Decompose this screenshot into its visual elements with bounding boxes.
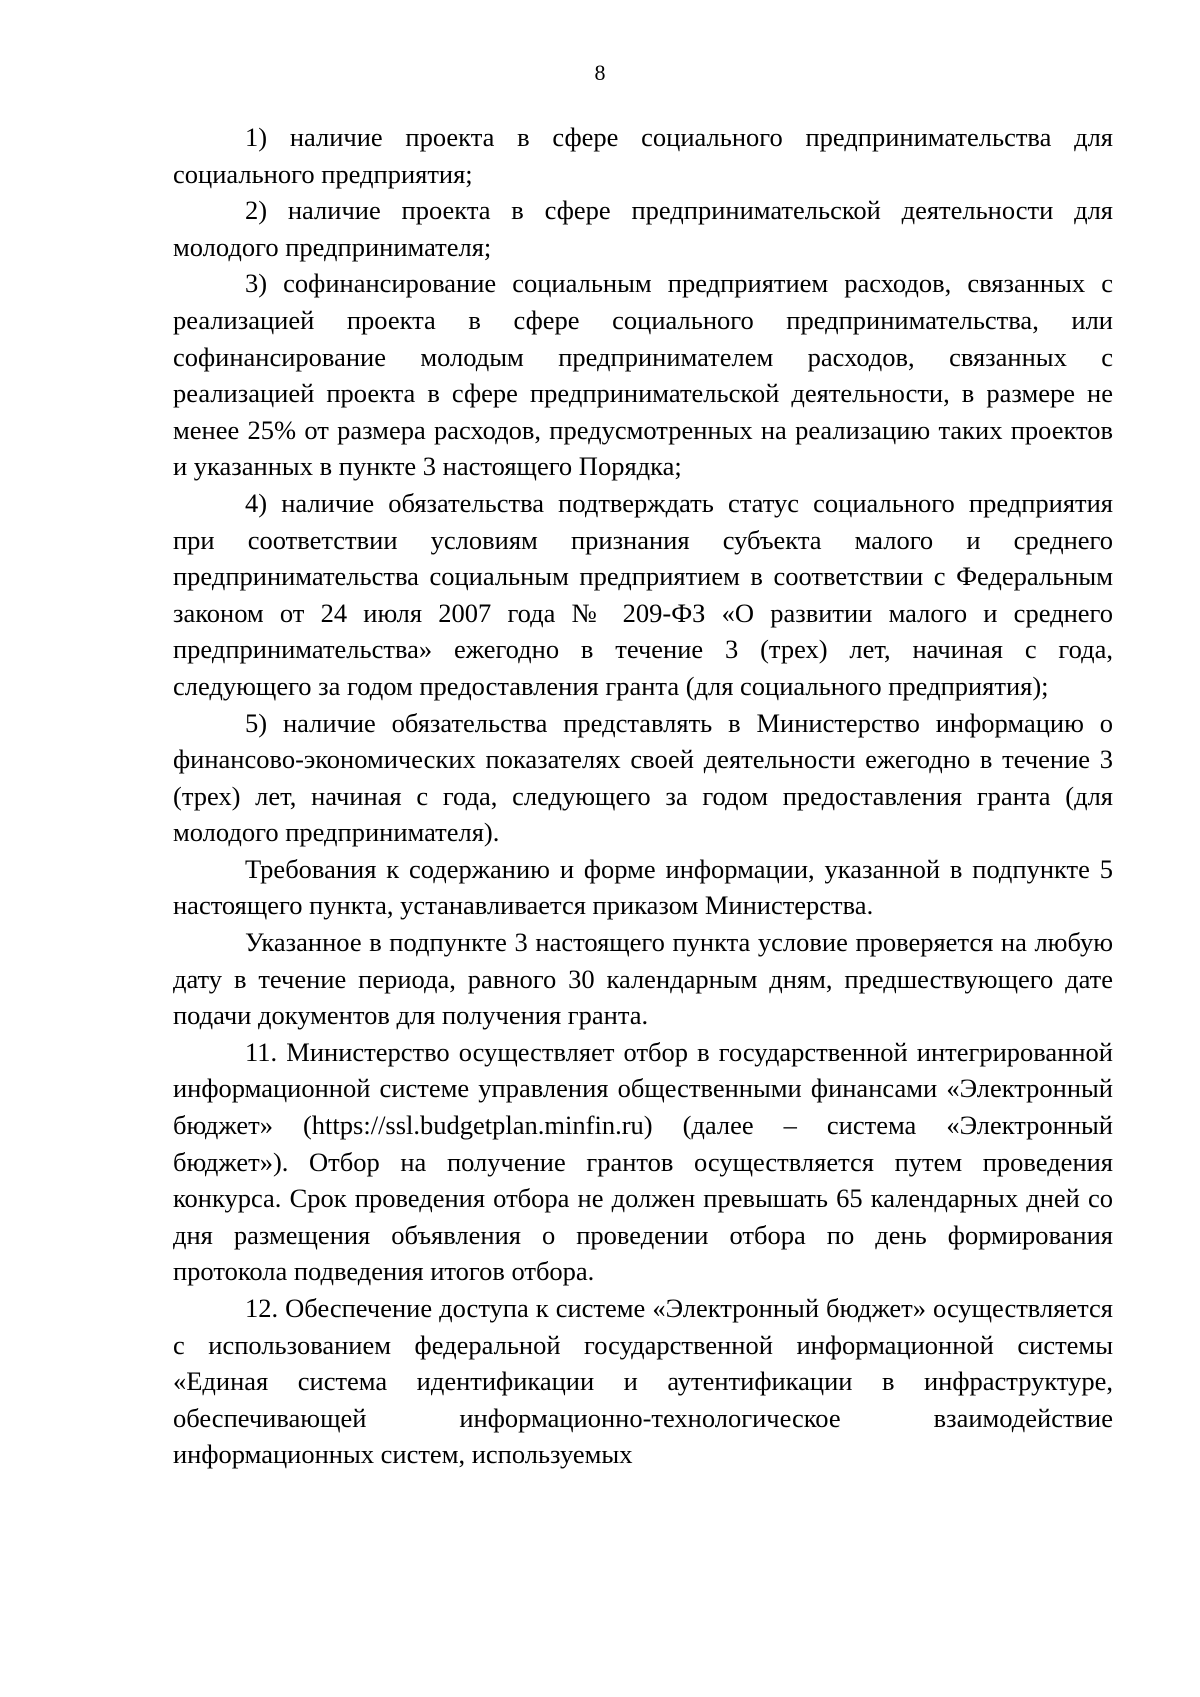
paragraph-requirements: Требования к содержанию и форме информации, указанной в подпункте 5 настоящего пункта, устанавливается приказом Министерства.	[173, 853, 1113, 921]
page-number: 8	[594, 60, 606, 85]
list-item-1: 1) наличие проекта в сфере социального предпринимательства для социального предприятия;	[173, 122, 1113, 189]
paragraph-condition-check: Указанное в подпункте 3 настоящего пункта условие проверяется на любую дату в течение периода, равного 30 календарным дням, предшествующего дате подачи документов для получения гранта.	[173, 927, 1113, 1031]
list-item-2: 2) наличие проекта в сфере предпринимательской деятельности для молодого предпринимателя;	[173, 195, 1113, 262]
list-item-5: 5) наличие обязательства представлять в Министерство информацию о финансово-экономических показателях своей деятельности ежегодно в течение 3 (трех) лет, начиная с года, следующего за годом предоставления гранта (для молодого предпринимателя).	[173, 707, 1113, 848]
clause-11: 11. Министерство осуществляет отбор в государственной интегрированной информационной системе управления общественными финансами «Электронный бюджет» (https://ssl.budgetplan.minfin.ru) (далее – система «Электронный бюджет»). Отбор на получение грантов осуществляется путем проведения конкурса. Срок проведения отбора не должен превышать 65 календарных дней со дня размещения объявления о проведении отбора по день формирования протокола подведения итогов отбора.	[173, 1036, 1113, 1287]
clause-12: 12. Обеспечение доступа к системе «Электронный бюджет» осуществляется с использованием федеральной государственной информационной системы «Единая система идентификации и аутентификации в инфраструктуре, обеспечивающей информационно-технологическое взаимодействие информационных систем, используемых	[173, 1293, 1113, 1470]
list-item-3: 3) софинансирование социальным предприятием расходов, связанных с реализацией проекта в сфере социального предпринимательства, или софинансирование молодым предпринимателем расходов, связанных с реализацией проекта в сфере предпринимательской деятельности, в размере не менее 25% от размера расходов, предусмотренных на реализацию таких проектов и указанных в пункте 3 настоящего Порядка;	[173, 268, 1113, 482]
document-body	[173, 119, 1113, 1473]
list-item-4: 4) наличие обязательства подтверждать статус социального предприятия при соответствии условиям признания субъекта малого и среднего предпринимательства социальным предприятием в соответствии с Федеральным законом от 24 июля 2007 года № 209-ФЗ «О развитии малого и среднего предпринимательства» ежегодно в течение 3 (трех) лет, начиная с года, следующего за годом предоставления гранта (для социального предприятия);	[173, 487, 1113, 701]
